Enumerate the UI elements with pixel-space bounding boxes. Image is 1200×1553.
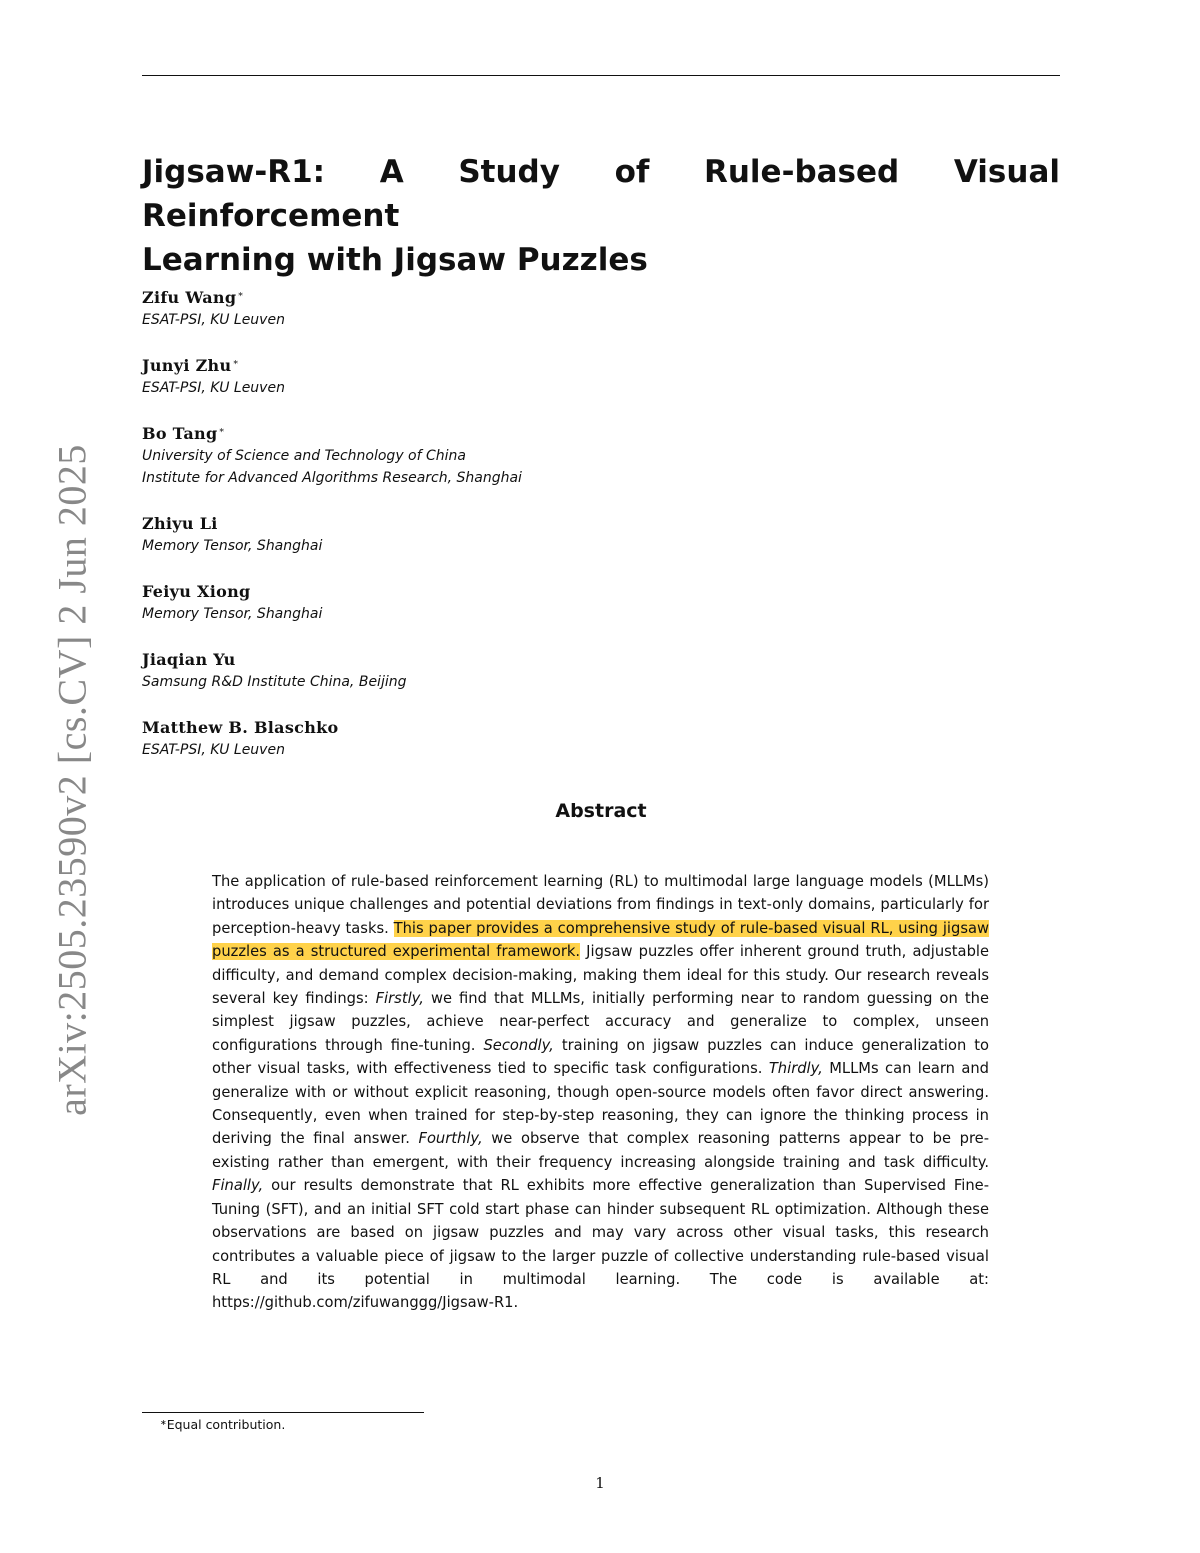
author-name: Zhiyu Li bbox=[142, 514, 218, 533]
paper-title bbox=[142, 150, 1060, 282]
author-affiliation: ESAT-PSI, KU Leuven bbox=[142, 742, 285, 758]
author-block bbox=[142, 284, 842, 331]
author-name: Junyi Zhu∗ bbox=[142, 356, 239, 375]
title-line-2: Learning with Jigsaw Puzzles bbox=[142, 242, 648, 278]
author-affiliation: Memory Tensor, Shanghai bbox=[142, 538, 323, 554]
author-affiliation: Institute for Advanced Algorithms Research, Shanghai bbox=[142, 470, 522, 486]
footnote: ∗Equal contribution. bbox=[160, 1417, 286, 1432]
author-affiliation: Memory Tensor, Shanghai bbox=[142, 606, 323, 622]
footnote-rule bbox=[142, 1412, 424, 1413]
author-affiliation: ESAT-PSI, KU Leuven bbox=[142, 312, 285, 328]
author-block bbox=[142, 578, 842, 625]
author-block bbox=[142, 646, 842, 693]
arxiv-identifier: arXiv:2505.23590v2 [cs.CV] 2 Jun 2025 bbox=[49, 444, 95, 1116]
title-line-1: Jigsaw-R1: A Study of Rule-based Visual Reinforcement bbox=[142, 154, 1060, 234]
author-name: Jiaqian Yu bbox=[142, 650, 236, 669]
author-affiliation: Samsung R&D Institute China, Beijing bbox=[142, 674, 407, 690]
author-name: Zifu Wang∗ bbox=[142, 288, 244, 307]
author-name: Bo Tang∗ bbox=[142, 424, 225, 443]
author-list bbox=[142, 284, 842, 761]
highlighted-sentence: This paper provides a comprehensive study of rule-based visual RL, using jigsaw puzzles as a structured experimental framework. bbox=[212, 919, 989, 961]
author-name: Matthew B. Blaschko bbox=[142, 718, 339, 737]
author-block bbox=[142, 420, 842, 489]
author-name: Feiyu Xiong bbox=[142, 582, 251, 601]
abstract-heading: Abstract bbox=[555, 800, 647, 822]
author-block bbox=[142, 714, 842, 761]
page-number: 1 bbox=[595, 1474, 605, 1492]
top-rule bbox=[142, 75, 1060, 76]
abstract-text: The application of rule-based reinforcement learning (RL) to multimodal large language models (MLLMs) introduces unique challenges and potential deviations from findings in text-only domains, particularly for perception-heavy tasks. This paper provides a comprehensive study of rule-based visual RL, using jigsaw puzzles as a structured experimental framework. Jigsaw puzzles offer inherent ground truth, adjustable difficulty, and demand complex decision-making, making them ideal for this study. Our research reveals several key findings: Firstly, we find that MLLMs, initially performing near to random guessing on the simplest jigsaw puzzles, achieve near-perfect accuracy and generalize to complex, unseen configurations through fine-tuning. Secondly, training on jigsaw puzzles can induce generalization to other visual tasks, with effectiveness tied to specific task configurations. Thirdly, MLLMs can learn and generalize with or without explicit reasoning, though open-source models often favor direct answering. Consequently, even when trained for step-by-step reasoning, they can ignore the thinking process in deriving the final answer. Fourthly, we observe that complex reasoning patterns appear to be pre-existing rather than emergent, with their frequency increasing alongside training and task difficulty. Finally, our results demonstrate that RL exhibits more effective generalization than Supervised Fine-Tuning (SFT), and an initial SFT cold start phase can hinder subsequent RL optimization. Although these observations are based on jigsaw puzzles and may vary across other visual tasks, this research contributes a valuable piece of jigsaw to the larger puzzle of collective understanding rule-based visual RL and its potential in multimodal learning. The code is available at: https://github.com/zifuwanggg/Jigsaw-R1. bbox=[212, 873, 990, 1312]
author-block bbox=[142, 510, 842, 557]
author-affiliation: ESAT-PSI, KU Leuven bbox=[142, 380, 285, 396]
author-block bbox=[142, 352, 842, 399]
author-affiliation: University of Science and Technology of China bbox=[142, 448, 466, 464]
